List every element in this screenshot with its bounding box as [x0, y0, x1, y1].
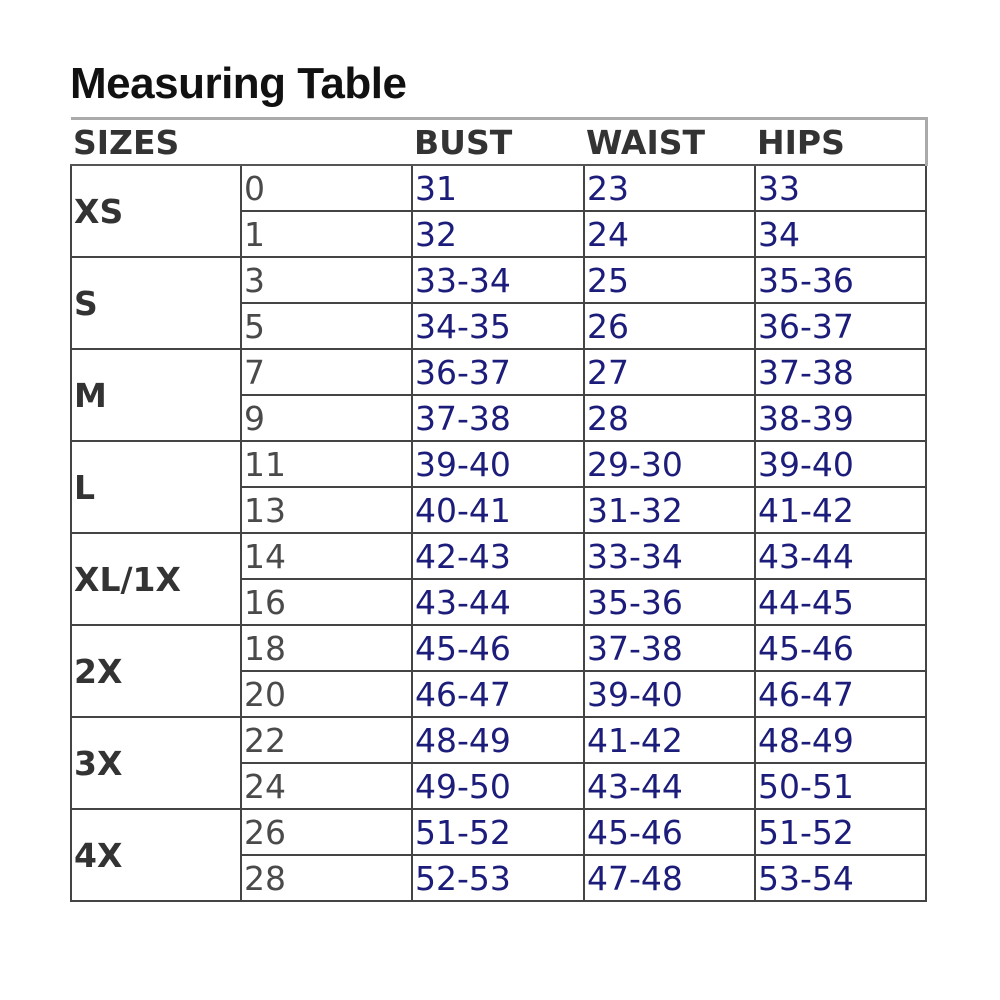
table-row [71, 625, 926, 671]
header-row [71, 119, 926, 166]
size-label: 4X [71, 809, 241, 901]
size-label: 3X [71, 717, 241, 809]
measuring-table [70, 117, 928, 902]
waist-cell: 37-38 [584, 625, 755, 671]
size-number-cell: 26 [241, 809, 412, 855]
waist-cell: 28 [584, 395, 755, 441]
waist-cell: 26 [584, 303, 755, 349]
hips-cell: 43-44 [755, 533, 926, 579]
table-row [71, 349, 926, 395]
waist-cell: 39-40 [584, 671, 755, 717]
waist-cell: 45-46 [584, 809, 755, 855]
table-row [71, 809, 926, 855]
hips-cell: 45-46 [755, 625, 926, 671]
hips-cell: 38-39 [755, 395, 926, 441]
size-number-cell: 18 [241, 625, 412, 671]
size-number-cell: 11 [241, 441, 412, 487]
hips-cell: 50-51 [755, 763, 926, 809]
bust-cell: 39-40 [412, 441, 584, 487]
header-number [241, 119, 412, 166]
table-row [71, 441, 926, 487]
size-number-cell: 1 [241, 211, 412, 257]
bust-cell: 34-35 [412, 303, 584, 349]
waist-cell: 24 [584, 211, 755, 257]
waist-cell: 31-32 [584, 487, 755, 533]
size-label: M [71, 349, 241, 441]
bust-cell: 45-46 [412, 625, 584, 671]
size-number-cell: 3 [241, 257, 412, 303]
page-title: Measuring Table [70, 59, 407, 108]
header-hips: HIPS [755, 119, 926, 166]
bust-cell: 40-41 [412, 487, 584, 533]
bust-cell: 36-37 [412, 349, 584, 395]
table-row [71, 165, 926, 211]
size-label: L [71, 441, 241, 533]
bust-cell: 33-34 [412, 257, 584, 303]
bust-cell: 46-47 [412, 671, 584, 717]
waist-cell: 25 [584, 257, 755, 303]
size-number-cell: 28 [241, 855, 412, 901]
hips-cell: 33 [755, 165, 926, 211]
bust-cell: 32 [412, 211, 584, 257]
hips-cell: 51-52 [755, 809, 926, 855]
size-number-cell: 7 [241, 349, 412, 395]
size-number-cell: 24 [241, 763, 412, 809]
waist-cell: 41-42 [584, 717, 755, 763]
size-number-cell: 5 [241, 303, 412, 349]
bust-cell: 52-53 [412, 855, 584, 901]
size-label: S [71, 257, 241, 349]
size-number-cell: 22 [241, 717, 412, 763]
hips-cell: 34 [755, 211, 926, 257]
bust-cell: 42-43 [412, 533, 584, 579]
size-number-cell: 9 [241, 395, 412, 441]
size-label: 2X [71, 625, 241, 717]
header-sizes: SIZES [71, 119, 241, 166]
size-label: XS [71, 165, 241, 257]
hips-cell: 53-54 [755, 855, 926, 901]
table-row [71, 717, 926, 763]
waist-cell: 35-36 [584, 579, 755, 625]
waist-cell: 43-44 [584, 763, 755, 809]
bust-cell: 48-49 [412, 717, 584, 763]
table-row [71, 533, 926, 579]
hips-cell: 39-40 [755, 441, 926, 487]
table-body [71, 165, 926, 901]
bust-cell: 51-52 [412, 809, 584, 855]
header-waist: WAIST [584, 119, 755, 166]
header-bust: BUST [412, 119, 584, 166]
hips-cell: 44-45 [755, 579, 926, 625]
waist-cell: 23 [584, 165, 755, 211]
waist-cell: 27 [584, 349, 755, 395]
bust-cell: 37-38 [412, 395, 584, 441]
bust-cell: 31 [412, 165, 584, 211]
size-number-cell: 0 [241, 165, 412, 211]
waist-cell: 33-34 [584, 533, 755, 579]
bust-cell: 49-50 [412, 763, 584, 809]
waist-cell: 29-30 [584, 441, 755, 487]
hips-cell: 36-37 [755, 303, 926, 349]
hips-cell: 37-38 [755, 349, 926, 395]
size-number-cell: 16 [241, 579, 412, 625]
size-number-cell: 14 [241, 533, 412, 579]
size-number-cell: 13 [241, 487, 412, 533]
hips-cell: 35-36 [755, 257, 926, 303]
size-number-cell: 20 [241, 671, 412, 717]
bust-cell: 43-44 [412, 579, 584, 625]
waist-cell: 47-48 [584, 855, 755, 901]
hips-cell: 46-47 [755, 671, 926, 717]
hips-cell: 48-49 [755, 717, 926, 763]
size-label: XL/1X [71, 533, 241, 625]
table-row [71, 257, 926, 303]
hips-cell: 41-42 [755, 487, 926, 533]
